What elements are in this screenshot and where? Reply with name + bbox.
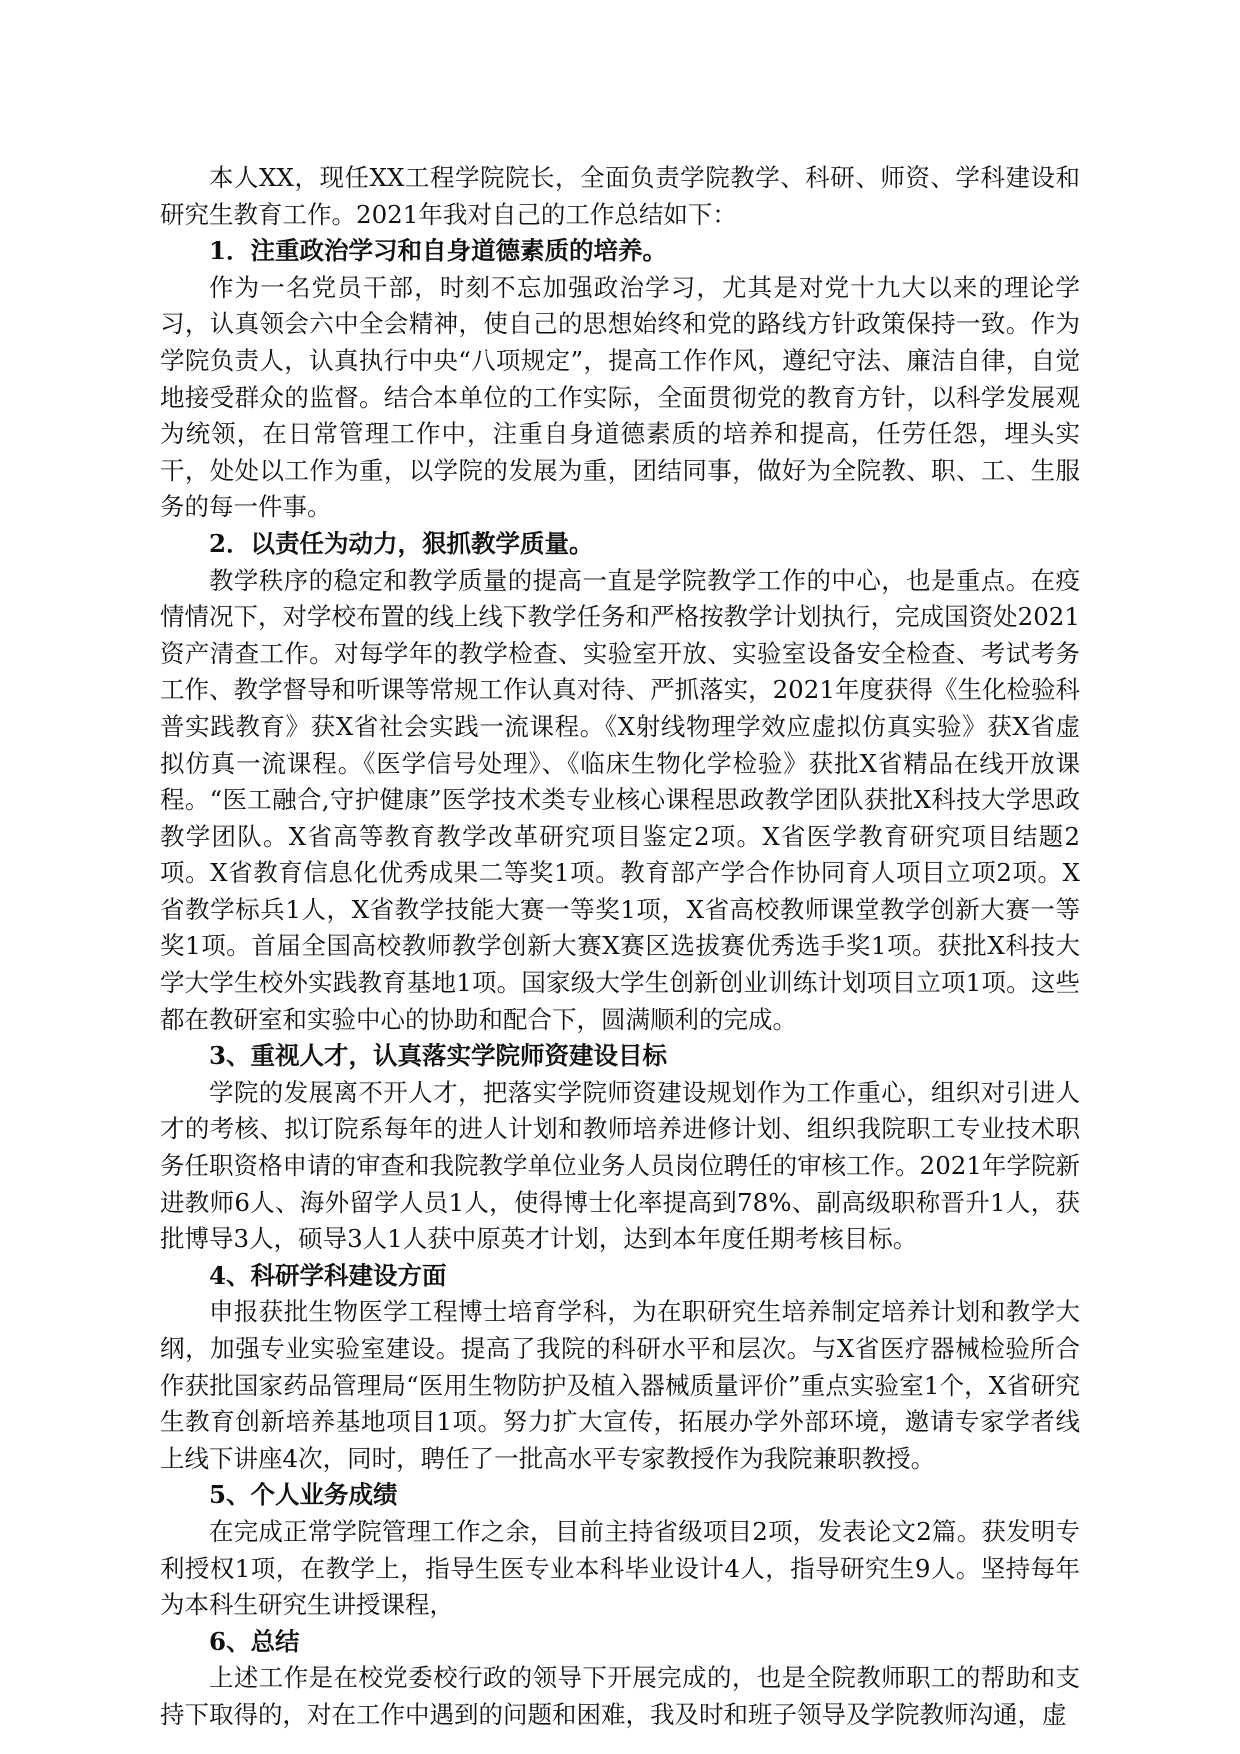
section-body-2: 教学秩序的稳定和教学质量的提高一直是学院教学工作的中心，也是重点。在疫情情况下，对学校布置的线上线下教学任务和严格按教学计划执行，完成国资处2021资产清查工作。对每学年的教学检查、实验室开放、实验室设备安全检查、考试考务工作、教学督导和听课等常规工作认真对待、严抓落实，2021年度获得《生化检验科普实践教育》获X省社会实践一流课程。《X射线物理学效应虚拟仿真实验》获X省虚拟仿真一流课程。《医学信号处理》、《临床生物化学检验》获批X省精品在线开放课程。“医工融合,守护健康”医学技术类专业核心课程思政教学团队获批X科技大学思政教学团队。X省高等教育教学改革研究项目鉴定2项。X省医学教育研究项目结题2项。X省教育信息化优秀成果二等奖1项。教育部产学合作协同育人项目立项2项。X省教学标兵1人，X省教学技能大赛一等奖1项，X省高校教师课堂教学创新大赛一等奖1项。首届全国高校教师教学创新大赛X赛区选拔赛优秀选手奖1项。获批X科技大学大学生校外实践教育基地1项。国家级大学生创新创业训练计划项目立项1项。这些都在教研室和实验中心的协助和配合下，圆满顺利的完成。	[160, 565, 1080, 1034]
section-body-3: 学院的发展离不开人才，把落实学院师资建设规划作为工作重心，组织对引进人才的考核、拟订院系每年的进人计划和教师培养进修计划、组织我院职工专业技术职务任职资格申请的审查和我院教学单位业务人员岗位聘任的审核工作。2021年学院新进教师6人、海外留学人员1人，使得博士化率提高到78%、副高级职称晋升1人，获批博导3人，硕导3人1人获中原英才计划，达到本年度任期考核目标。	[160, 1077, 1080, 1254]
document-body	[160, 160, 1080, 1734]
section-heading-4: 4、科研学科建设方面	[209, 1260, 447, 1290]
section-heading-3: 3、重视人才，认真落实学院师资建设目标	[209, 1041, 668, 1071]
section-heading-6: 6、总结	[209, 1626, 300, 1656]
intro-paragraph: 本人XX，现任XX工程学院院长，全面负责学院教学、科研、师资、学科建设和研究生教育工作。2021年我对自己的工作总结如下：	[160, 163, 1080, 229]
section-body-1: 作为一名党员干部，时刻不忘加强政治学习，尤其是对党十九大以来的理论学习，认真领会六中全会精神，使自己的思想始终和党的路线方针政策保持一致。作为学院负责人，认真执行中央“八项规定”，提高工作作风，遵纪守法、廉洁自律，自觉地接受群众的监督。结合本单位的工作实际，全面贯彻党的教育方针，以科学发展观为统领，在日常管理工作中，注重自身道德素质的培养和提高，任劳任怨，埋头实干，处处以工作为重，以学院的发展为重，团结同事，做好为全院教、职、工、生服务的每一件事。	[160, 272, 1080, 522]
section-heading-1: 1．注重政治学习和自身道德素质的培养。	[209, 236, 668, 266]
section-heading-2: 2．以责任为动力，狠抓教学质量。	[209, 528, 594, 558]
section-body-5: 在完成正常学院管理工作之余，目前主持省级项目2项，发表论文2篇。获发明专利授权1项，在教学上，指导生医专业本科毕业设计4人，指导研究生9人。坚持每年为本科生研究生讲授课程，	[160, 1516, 1080, 1620]
section-body-6: 上述工作是在校党委校行政的领导下开展完成的，也是全院教师职工的帮助和支持下取得的，对在工作中遇到的问题和困难，我及时和班子领导及学院教师沟通，虚	[160, 1663, 1080, 1729]
section-heading-5: 5、个人业务成绩	[209, 1480, 398, 1510]
section-body-4: 申报获批生物医学工程博士培育学科，为在职研究生培养制定培养计划和教学大纲，加强专业实验室建设。提高了我院的科研水平和层次。与X省医疗器械检验所合作获批国家药品管理局“医用生物防护及植入器械质量评价”重点实验室1个，X省研究生教育创新培养基地项目1项。努力扩大宣传，拓展办学外部环境，邀请专家学者线上线下讲座4次，同时，聘任了一批高水平专家教授作为我院兼职教授。	[160, 1297, 1080, 1473]
